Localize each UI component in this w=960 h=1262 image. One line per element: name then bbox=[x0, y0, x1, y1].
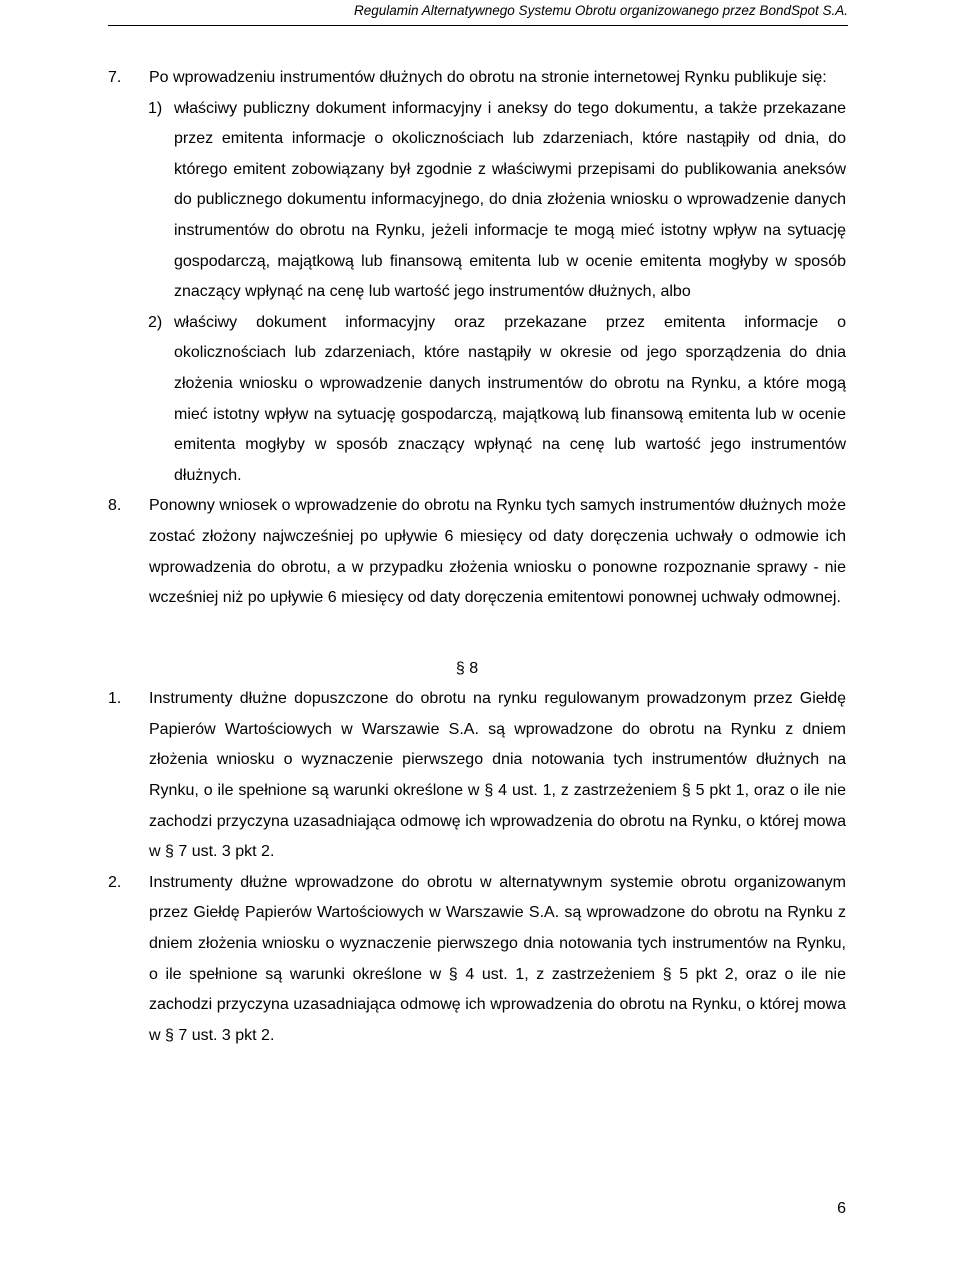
paragraph-text: Po wprowadzeniu instrumentów dłużnych do obrotu na stronie internetowej Rynku publikuje się: bbox=[149, 69, 827, 86]
paragraph-number: 1. bbox=[108, 690, 122, 708]
page-header bbox=[108, 2, 848, 26]
paragraph-text: Instrumenty dłużne wprowadzone do obrotu w alternatywnym systemie obrotu organizowanym przez Giełdę Papierów Wartościowych w Warszawie S.A. są wprowadzone do obrotu na Rynku z dniem złożenia wniosku o wyznaczenie pierwszego dnia notowania tych instrumentów na Rynku, o ile spełnione są warunki określone w § 4 ust. 1, z zastrzeżeniem § 5 pkt 2, oraz o ile nie zachodzi przyczyna uzasadniająca odmowę ich wprowadzenia do obrotu na Rynku, o której mowa w § 7 ust. 3 pkt 2. bbox=[149, 873, 846, 1044]
paragraph-number: 8. bbox=[108, 497, 122, 515]
section-paragraph-1 bbox=[108, 684, 846, 868]
page-number: 6 bbox=[837, 1200, 846, 1217]
paragraph-text: Instrumenty dłużne dopuszczone do obrotu na rynku regulowanym prowadzonym przez Giełdę Papierów Wartościowych w Warszawie S.A. są wprowadzone do obrotu na Rynku z dniem złożenia wniosku o wyznaczenie pierwszego dnia notowania tych instrumentów dłużnych na Rynku, o ile spełnione są warunki określone w § 4 ust. 1, z zastrzeżeniem § 5 pkt 1, oraz o ile nie zachodzi przyczyna uzasadniająca odmowę ich wprowadzenia do obrotu na Rynku, o której mowa w § 7 ust. 3 pkt 2. bbox=[149, 690, 846, 861]
paragraph-number: 7. bbox=[108, 69, 122, 86]
document-body bbox=[108, 63, 846, 1051]
paragraph-8 bbox=[108, 491, 846, 613]
section-heading: § 8 bbox=[455, 659, 479, 677]
list-item-number: 1) bbox=[148, 99, 163, 117]
paragraph-7 bbox=[108, 63, 846, 94]
list-item-text: właściwy publiczny dokument informacyjny i aneksy do tego dokumentu, a także przekazane przez emitenta informacje o okolicznościach lub zdarzeniach, które nastąpiły od dnia, do którego emitent zobowiązany był zgodnie z właściwymi przepisami do publikowania aneksów do publicznego dokumentu informacyjnego, do dnia złożenia wniosku o wprowadzenie danych instrumentów do obrotu na Rynku, jeżeli informacje te mogą mieć istotny wpływ na sytuację gospodarczą, majątkową lub finansową emitenta lub w ocenie emitenta mogłyby w sposób znaczący wpłynąć na cenę lub wartość jego instrumentów dłużnych, albo bbox=[174, 99, 846, 301]
header-title: Regulamin Alternatywnego Systemu Obrotu organizowanego przez BondSpot S.A. bbox=[353, 3, 848, 18]
list-item-1 bbox=[108, 94, 846, 308]
paragraph-text: Ponowny wniosek o wprowadzenie do obrotu na Rynku tych samych instrumentów dłużnych może zostać złożony najwcześniej po upływie 6 miesięcy od daty doręczenia uchwały o odmowie ich wprowadzenia do obrotu, a w przypadku złożenia wniosku o ponowne rozpoznanie sprawy - nie wcześniej niż po upływie 6 miesięcy od daty doręczenia emitentowi ponownej uchwały odmownej. bbox=[149, 497, 846, 607]
section-paragraph-2 bbox=[108, 868, 846, 1052]
list-item-2 bbox=[108, 308, 846, 492]
paragraph-number: 2. bbox=[108, 873, 122, 891]
list-item-text: właściwy dokument informacyjny oraz przekazane przez emitenta informacje o okolicznościach lub zdarzeniach, które nastąpiły w okresie od jego sporządzenia do dnia złożenia wniosku o wprowadzenie danych instrumentów do obrotu na Rynku, a które mogą mieć istotny wpływ na sytuację gospodarczą, majątkową lub finansową emitenta lub w ocenie emitenta mogłyby w sposób znaczący wpłynąć na cenę lub wartość jego instrumentów dłużnych. bbox=[174, 313, 846, 484]
list-item-number: 2) bbox=[148, 313, 163, 331]
